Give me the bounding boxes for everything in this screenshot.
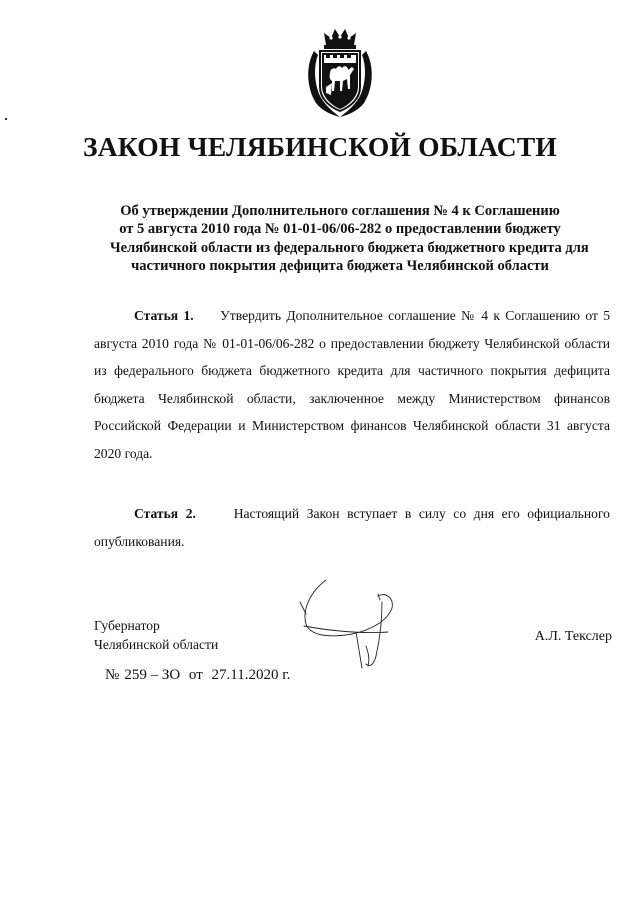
signer-position-line: Губернатор	[94, 618, 160, 633]
article-1-label: Статья 1.	[134, 308, 194, 323]
subject-line: от 5 августа 2010 года № 01-01-06/06-282 о предоставлении бюджету	[119, 221, 561, 238]
law-number: 259 – ЗО	[124, 667, 181, 683]
law-title: ЗАКОН ЧЕЛЯБИНСКОЙ ОБЛАСТИ	[83, 131, 557, 162]
number-sign: №	[105, 667, 120, 683]
chelyabinsk-coat-of-arms-icon	[302, 25, 378, 120]
signer-name: А.Л. Текслер	[534, 629, 612, 644]
adoption-date: 27.11.2020 г.	[211, 667, 291, 683]
registration-number	[105, 667, 295, 684]
signer-position-line: Челябинской области	[94, 636, 219, 652]
handwritten-signature	[296, 572, 406, 677]
law-subject	[110, 202, 589, 275]
signer-position	[94, 617, 218, 654]
subject-line: Об утверждении Дополнительного соглашения № 4 к Соглашению	[120, 203, 560, 219]
article-2	[94, 500, 610, 555]
from-label: от	[188, 667, 203, 683]
article-1	[94, 302, 610, 467]
article-2-text: Настоящий Закон вступает в силу со дня его официального опубликования.	[94, 506, 610, 549]
subject-line: Челябинской области из федерального бюджета бюджетного кредита для	[110, 239, 589, 256]
article-1-text: Утвердить Дополнительное соглашение № 4 к Соглашению от 5 августа 2010 года № 01-01-06/06-282 о предоставлении бюджету Челябинской области из федерального бюджета бюджетного кредита для частичного покрытия дефицита бюджета Челябинской области, заключенное между Министерством финансов Российской Федерации и Министерством финансов Челябинской области 31 августа 2020 года.	[94, 308, 611, 461]
subject-line: частичного покрытия дефицита бюджета Челябинской области	[131, 257, 549, 274]
article-2-label: Статья 2.	[134, 506, 196, 521]
margin-mark	[5, 118, 7, 120]
